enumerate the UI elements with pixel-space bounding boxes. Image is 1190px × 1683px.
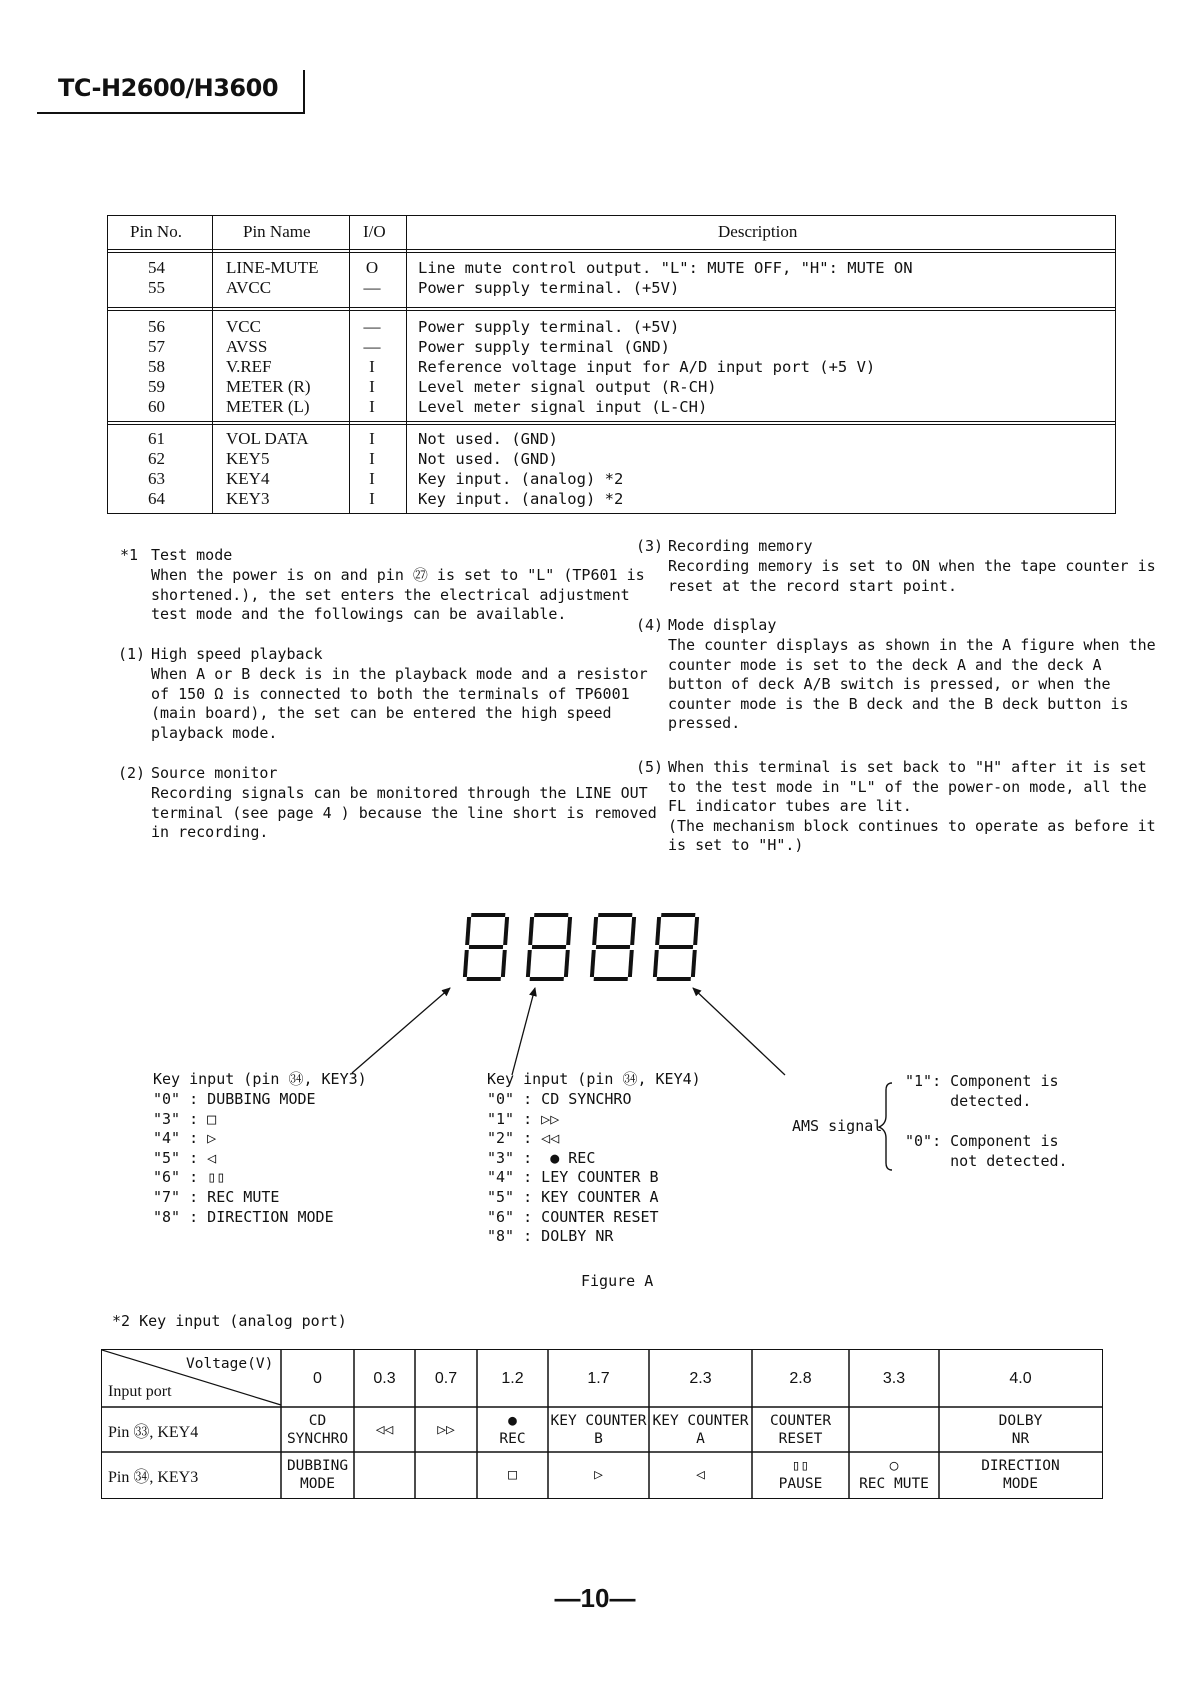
- voltage-header: 2.3: [689, 1369, 712, 1387]
- pin-name: VOL DATA: [226, 429, 309, 448]
- key-list-item: "4" : ▷: [153, 1129, 217, 1148]
- key3-cell: [354, 1452, 415, 1498]
- voltage-header: 2.8: [789, 1369, 812, 1387]
- pin-io: I: [369, 449, 375, 468]
- pin-io: —: [363, 278, 381, 297]
- voltage-header: 1.2: [501, 1369, 524, 1387]
- figure-caption: Figure A: [581, 1272, 654, 1290]
- key-list-item: "2" : ◁◁: [487, 1129, 560, 1148]
- pin-number: 63: [148, 469, 165, 488]
- header-pin-no: Pin No.: [130, 222, 182, 241]
- pin-description: Key input. (analog) *2: [418, 470, 624, 488]
- ams-not-detected: "0": Component is not detected.: [905, 1132, 1068, 1170]
- note-label: (1): [118, 645, 146, 663]
- note-label: (3): [636, 537, 664, 555]
- pin-number: 64: [148, 489, 165, 508]
- pin-io: I: [369, 357, 375, 376]
- key4-title: Key input (pin ㉞, KEY4): [487, 1070, 701, 1088]
- leader-line-key3: [352, 988, 450, 1073]
- key4-cell: ▷▷: [437, 1421, 455, 1438]
- note-body: Recording memory is set to ON when the tape counter is reset at the record start point.: [668, 557, 1156, 595]
- key4-cell: KEY COUNTER A: [652, 1412, 749, 1447]
- note-body: Recording signals can be monitored through the LINE OUT terminal (see page 4 ) because the line short is removed in recording.: [151, 784, 657, 842]
- page-number: —10—: [554, 1583, 636, 1613]
- pin-name: VCC: [226, 317, 261, 336]
- pin-number: 61: [148, 429, 165, 448]
- pin-io: I: [369, 469, 375, 488]
- key-list-item: "6" : ▯▯: [153, 1168, 226, 1187]
- key4-list: [487, 1090, 659, 1247]
- key-list-item: "5" : KEY COUNTER A: [487, 1187, 659, 1206]
- key4-cell: [849, 1407, 939, 1452]
- pin-io: I: [369, 377, 375, 396]
- pin-name: AVCC: [226, 278, 272, 297]
- key3-cell: ◁: [696, 1467, 705, 1483]
- note-label: *1: [120, 546, 139, 564]
- pin-io: I: [369, 489, 375, 508]
- key3-cell: DUBBING MODE: [286, 1458, 349, 1492]
- pin-name: LINE-MUTE: [226, 258, 319, 277]
- analog-key-table: [101, 1349, 1103, 1499]
- key3-cell: [415, 1452, 477, 1498]
- note-title: Mode display: [668, 616, 777, 634]
- pin-number: 55: [148, 278, 165, 297]
- header-io: I/O: [363, 222, 386, 241]
- note-title: Test mode: [151, 546, 233, 564]
- pin-description: Power supply terminal. (+5V): [418, 318, 680, 336]
- pin-number: 58: [148, 357, 165, 376]
- key4-cell: CD SYNCHRO: [286, 1412, 349, 1447]
- note-label: (5): [636, 758, 664, 776]
- pin-number: 62: [148, 449, 165, 468]
- voltage-header: 0: [313, 1369, 322, 1387]
- pin-description: Power supply terminal. (+5V): [418, 279, 680, 297]
- key3-title: Key input (pin ㉞, KEY3): [153, 1070, 367, 1088]
- header-description: Description: [718, 222, 798, 241]
- key-list-item: "0" : CD SYNCHRO: [487, 1090, 632, 1108]
- corner-input-label: Input port: [108, 1383, 172, 1400]
- pin-description: Line mute control output. "L": MUTE OFF, "H": MUTE ON: [418, 259, 913, 277]
- key3-cell: ▯▯ PAUSE: [778, 1458, 823, 1492]
- key4-cell: ◁◁: [375, 1421, 394, 1438]
- ams-detected: "1": Component is detected.: [905, 1072, 1059, 1110]
- pin-name: KEY4: [226, 469, 270, 488]
- pin-name: KEY3: [226, 489, 270, 508]
- key4-cell: KEY COUNTER B: [550, 1412, 647, 1447]
- pin-description: Power supply terminal (GND): [418, 338, 670, 356]
- pin-name: METER (L): [226, 397, 310, 416]
- key-list-item: "0" : DUBBING MODE: [153, 1090, 316, 1108]
- key-list-item: "7" : REC MUTE: [153, 1187, 280, 1206]
- pin-io: I: [369, 397, 375, 416]
- voltage-header: 0.3: [373, 1369, 396, 1387]
- key4-cell: COUNTER RESET: [769, 1412, 832, 1447]
- analog-table-title: *2 Key input (analog port): [112, 1312, 347, 1330]
- model-title: TC-H2600/H3600: [58, 74, 279, 102]
- pin-number: 57: [148, 337, 165, 356]
- key-list-item: "8" : DIRECTION MODE: [153, 1207, 334, 1226]
- key3-cell: □: [508, 1467, 517, 1483]
- pin-io: —: [363, 317, 381, 336]
- voltage-header: 4.0: [1009, 1369, 1032, 1387]
- pin-number: 60: [148, 397, 165, 416]
- note-label: (4): [636, 616, 664, 634]
- pin-number: 56: [148, 317, 165, 336]
- pin-name: METER (R): [226, 377, 311, 396]
- key4-cell: DOLBY NR: [998, 1412, 1043, 1447]
- key-list-item: "3" : □: [153, 1109, 217, 1128]
- note-body: When A or B deck is in the playback mode and a resistor of 150 Ω is connected to both the terminals of TP6001 (main board), the set can be entered the high speed playback mode.: [151, 665, 648, 742]
- pin-name: V.REF: [226, 357, 272, 376]
- leader-line-key4: [512, 988, 535, 1075]
- pin-description: Key input. (analog) *2: [418, 490, 624, 508]
- pin-description: Not used. (GND): [418, 450, 558, 468]
- key4-cell: ● REC: [499, 1412, 526, 1447]
- key3-cell: DIRECTION MODE: [981, 1458, 1060, 1492]
- pin-io: —: [363, 337, 381, 356]
- key3-cell: ▷: [594, 1467, 603, 1483]
- header-pin-name: Pin Name: [243, 222, 311, 241]
- pin-name: KEY5: [226, 449, 270, 468]
- note-title: Recording memory: [668, 537, 813, 555]
- key-list-item: "6" : COUNTER RESET: [487, 1207, 659, 1226]
- note-body: When this terminal is set back to "H" after it is set to the test mode in "L" of the power-on mode, all the FL indicator tubes are lit. (The mechanism block continues to operate as before it is set to "H".): [668, 758, 1156, 855]
- row-label-key4: Pin ㉝, KEY4: [108, 1424, 199, 1441]
- voltage-header: 3.3: [882, 1369, 906, 1387]
- pin-io: O: [365, 258, 379, 277]
- key-list-item: "1" : ▷▷: [487, 1109, 560, 1128]
- key-list-item: "5" : ◁: [153, 1148, 217, 1167]
- key-list-item: "4" : LEY COUNTER B: [487, 1168, 659, 1187]
- note-body: The counter displays as shown in the A figure when the counter mode is set to the deck A and the deck A button of deck A/B switch is pressed, or when the counter mode is the B deck and the B deck button is pressed.: [668, 636, 1156, 733]
- voltage-header: 1.7: [587, 1369, 610, 1387]
- key3-cell: ○ REC MUTE: [859, 1458, 929, 1492]
- pin-description: Level meter signal input (L-CH): [418, 398, 708, 416]
- voltage-header: 0.7: [434, 1369, 458, 1387]
- key3-list: [153, 1090, 334, 1227]
- pin-name: AVSS: [226, 337, 268, 356]
- leader-line-ams: [693, 988, 785, 1075]
- pin-io: I: [369, 429, 375, 448]
- pin-number: 59: [148, 377, 165, 396]
- key-list-item: "3" : ● REC: [487, 1148, 596, 1167]
- corner-voltage-label: Voltage(V): [186, 1356, 274, 1372]
- pin-number: 54: [148, 258, 165, 277]
- pin-description: Reference voltage input for A/D input port (+5 V): [418, 358, 876, 376]
- note-title: Source monitor: [151, 764, 278, 782]
- ams-label: AMS signal: [792, 1117, 883, 1135]
- pin-description: Level meter signal output (R-CH): [418, 378, 717, 396]
- key-list-item: "8" : DOLBY NR: [487, 1227, 614, 1246]
- pin-description: Not used. (GND): [418, 430, 558, 448]
- note-title: High speed playback: [151, 645, 323, 663]
- row-label-key3: Pin ㉞, KEY3: [108, 1469, 199, 1486]
- note-body: When the power is on and pin ㉗ is set to "L" (TP601 is shortened.), the set enters the electrical adjustment test mode and the followings can be available.: [151, 566, 645, 624]
- note-label: (2): [118, 764, 146, 782]
